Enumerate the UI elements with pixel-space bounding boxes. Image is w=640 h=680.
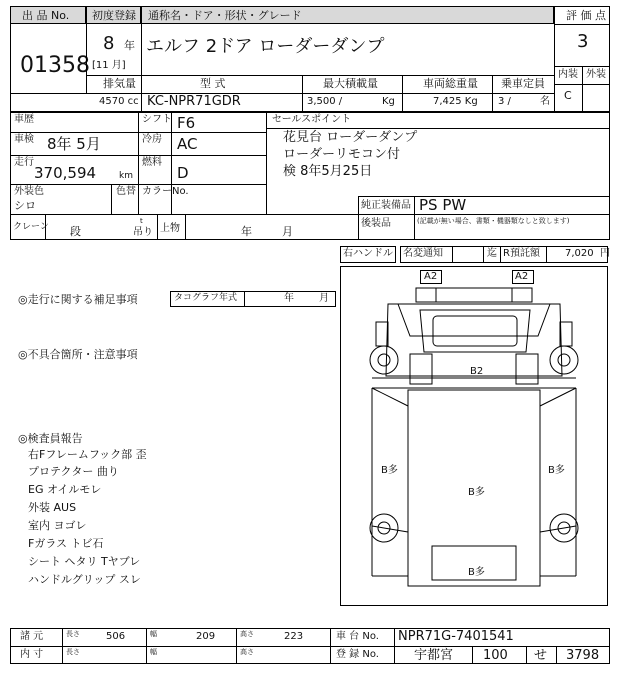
max-load-unit: Kg <box>382 96 395 107</box>
max-load-label: 最大積載量 <box>323 77 378 90</box>
color-no-label: 色替 <box>116 186 136 197</box>
capacity: 3 / <box>498 96 511 107</box>
fuel-label: 燃料 <box>142 157 162 168</box>
first-reg-year: 8 <box>103 33 115 54</box>
r-yen: 円 <box>600 248 610 259</box>
inspector-line-2: プロテクター 曲り <box>28 465 119 478</box>
chassis-label: 車 台 No. <box>336 631 379 642</box>
shift-value: F6 <box>177 114 196 132</box>
model-title: エルフ 2ドア ローダーダンプ <box>146 36 385 57</box>
title-label: 通称名・ドア・形状・グレード <box>148 9 302 22</box>
length-label-inner: 長さ <box>66 648 80 656</box>
inspector-line-4: 外装 AUS <box>28 501 77 514</box>
exterior-grade-label: 外装 <box>586 69 606 80</box>
r-amount: 7,020 <box>565 248 594 259</box>
sales-point-label: セールスポイント <box>272 114 352 125</box>
aftermarket-label: 後装品 <box>361 218 391 229</box>
interior-grade: C <box>564 89 572 102</box>
inspector-line-7: シート ヘタリ Tヤブレ <box>28 555 141 568</box>
model-code-label: 型 式 <box>200 77 226 90</box>
mark-a2-left: A2 <box>424 271 438 282</box>
inspection-label: 車検 <box>14 134 34 145</box>
score-value: 3 <box>577 31 589 52</box>
crane-tsuri: 吊り <box>133 227 153 238</box>
shift-label: シフト <box>142 114 172 125</box>
score-label: 評 価 点 <box>566 9 606 22</box>
mark-b-right: B多 <box>548 465 565 476</box>
lot-no-label: 出 品 No. <box>22 9 70 22</box>
inspector-line-3: EG オイルモレ <box>28 483 102 496</box>
tacho-year: 年 <box>284 293 294 304</box>
mark-b-rear: B多 <box>468 567 485 578</box>
crane-dan: 段 <box>70 225 81 238</box>
mileage-label: 走行 <box>14 157 34 168</box>
sales-point-2: ローダーリモコン付 <box>283 147 401 162</box>
chassis-no: NPR71G-7401541 <box>398 629 514 644</box>
crane-month: 月 <box>282 225 293 238</box>
handle-value: 右ハンドル <box>343 248 393 259</box>
ext-color-label: 外装色 <box>14 186 44 197</box>
tacho-month: 月 <box>319 293 329 304</box>
sales-point-3: 検 8年5月25日 <box>283 164 373 179</box>
inspector-line-1: 右Fフレームフック部 歪 <box>28 448 147 461</box>
mark-b2: B2 <box>470 366 484 377</box>
width-value: 209 <box>196 631 216 642</box>
inspection-value: 8年 5月 <box>47 135 101 153</box>
ac-label: 冷房 <box>142 134 162 145</box>
mileage-unit: km <box>119 171 133 181</box>
lot-no: 01358 <box>20 53 90 78</box>
ac-value: AC <box>177 135 198 153</box>
inspector-label: ◎検査員報告 <box>18 432 83 445</box>
capacity-unit: 名 <box>540 96 550 107</box>
first-reg-label: 初度登録 <box>92 9 136 22</box>
tacho-label: タコグラフ年式 <box>174 293 238 303</box>
reg-kana: せ <box>534 648 548 663</box>
genuine-equip-label: 純正装備品 <box>361 200 411 211</box>
sales-point-1: 花見台 ローダーダンプ <box>283 130 418 145</box>
inspector-line-5: 室内 ヨゴレ <box>28 519 87 532</box>
displacement: 4570 cc <box>99 96 139 107</box>
meter-change-blank <box>452 246 484 263</box>
width-label-inner: 幅 <box>150 648 157 656</box>
reg-place: 宇都宮 <box>414 648 454 663</box>
crane-year: 年 <box>241 225 252 238</box>
height-label-inner: 高さ <box>240 648 254 656</box>
mileage-value: 370,594 <box>34 164 97 182</box>
truck-diagram <box>340 266 608 606</box>
crane-joubutsu: 上物 <box>160 223 180 234</box>
interior-grade-label: 内装 <box>558 69 578 80</box>
mark-b-center: B多 <box>468 487 485 498</box>
meter-change-label: 名変通知 <box>403 248 443 259</box>
crane-t: t <box>140 217 143 225</box>
max-load: 3,500 / <box>307 96 343 107</box>
meter-note: 迄 <box>487 248 497 259</box>
length-label: 長さ <box>66 630 80 638</box>
mark-b-left: B多 <box>381 465 398 476</box>
aftermarket-note: (記載が無い場合、書類・機器類なしと致します) <box>417 217 570 225</box>
ext-color-value: シロ <box>14 199 36 212</box>
history-label: 車歴 <box>14 114 34 125</box>
height-label: 高さ <box>240 630 254 638</box>
first-reg-year-unit: 年 <box>124 39 135 52</box>
color-code-label: カラーNo. <box>142 186 189 197</box>
gross-weight: 7,425 Kg <box>433 96 478 107</box>
crane-label: クレーン <box>13 222 49 232</box>
length-value: 506 <box>106 631 126 642</box>
r-label: R預託額 <box>503 248 540 259</box>
capacity-label: 乗車定員 <box>501 77 545 90</box>
defect-label: ◎不具合箇所・注意事項 <box>18 348 138 361</box>
model-code: KC-NPR71GDR <box>147 94 241 109</box>
gross-weight-label: 車両総重量 <box>423 77 478 90</box>
dims-label: 内 寸 <box>20 649 44 660</box>
inspector-line-8: ハンドルグリップ スレ <box>28 573 141 586</box>
fuel-value: D <box>177 164 189 182</box>
size-label: 諸 元 <box>20 631 44 642</box>
reg-number: 3798 <box>566 648 600 663</box>
displacement-label: 排気量 <box>103 77 136 90</box>
genuine-equip: PS PW <box>419 196 467 214</box>
inspector-line-6: Fガラス トビ石 <box>28 537 104 550</box>
mark-a2-right: A2 <box>515 271 529 282</box>
reg-label: 登 録 No. <box>336 649 379 660</box>
height-value: 223 <box>284 631 304 642</box>
reg-class: 100 <box>483 648 508 663</box>
running-note-label: ◎走行に関する補足事項 <box>18 293 138 306</box>
width-label: 幅 <box>150 630 157 638</box>
first-reg-month: [11 月] <box>92 60 126 71</box>
